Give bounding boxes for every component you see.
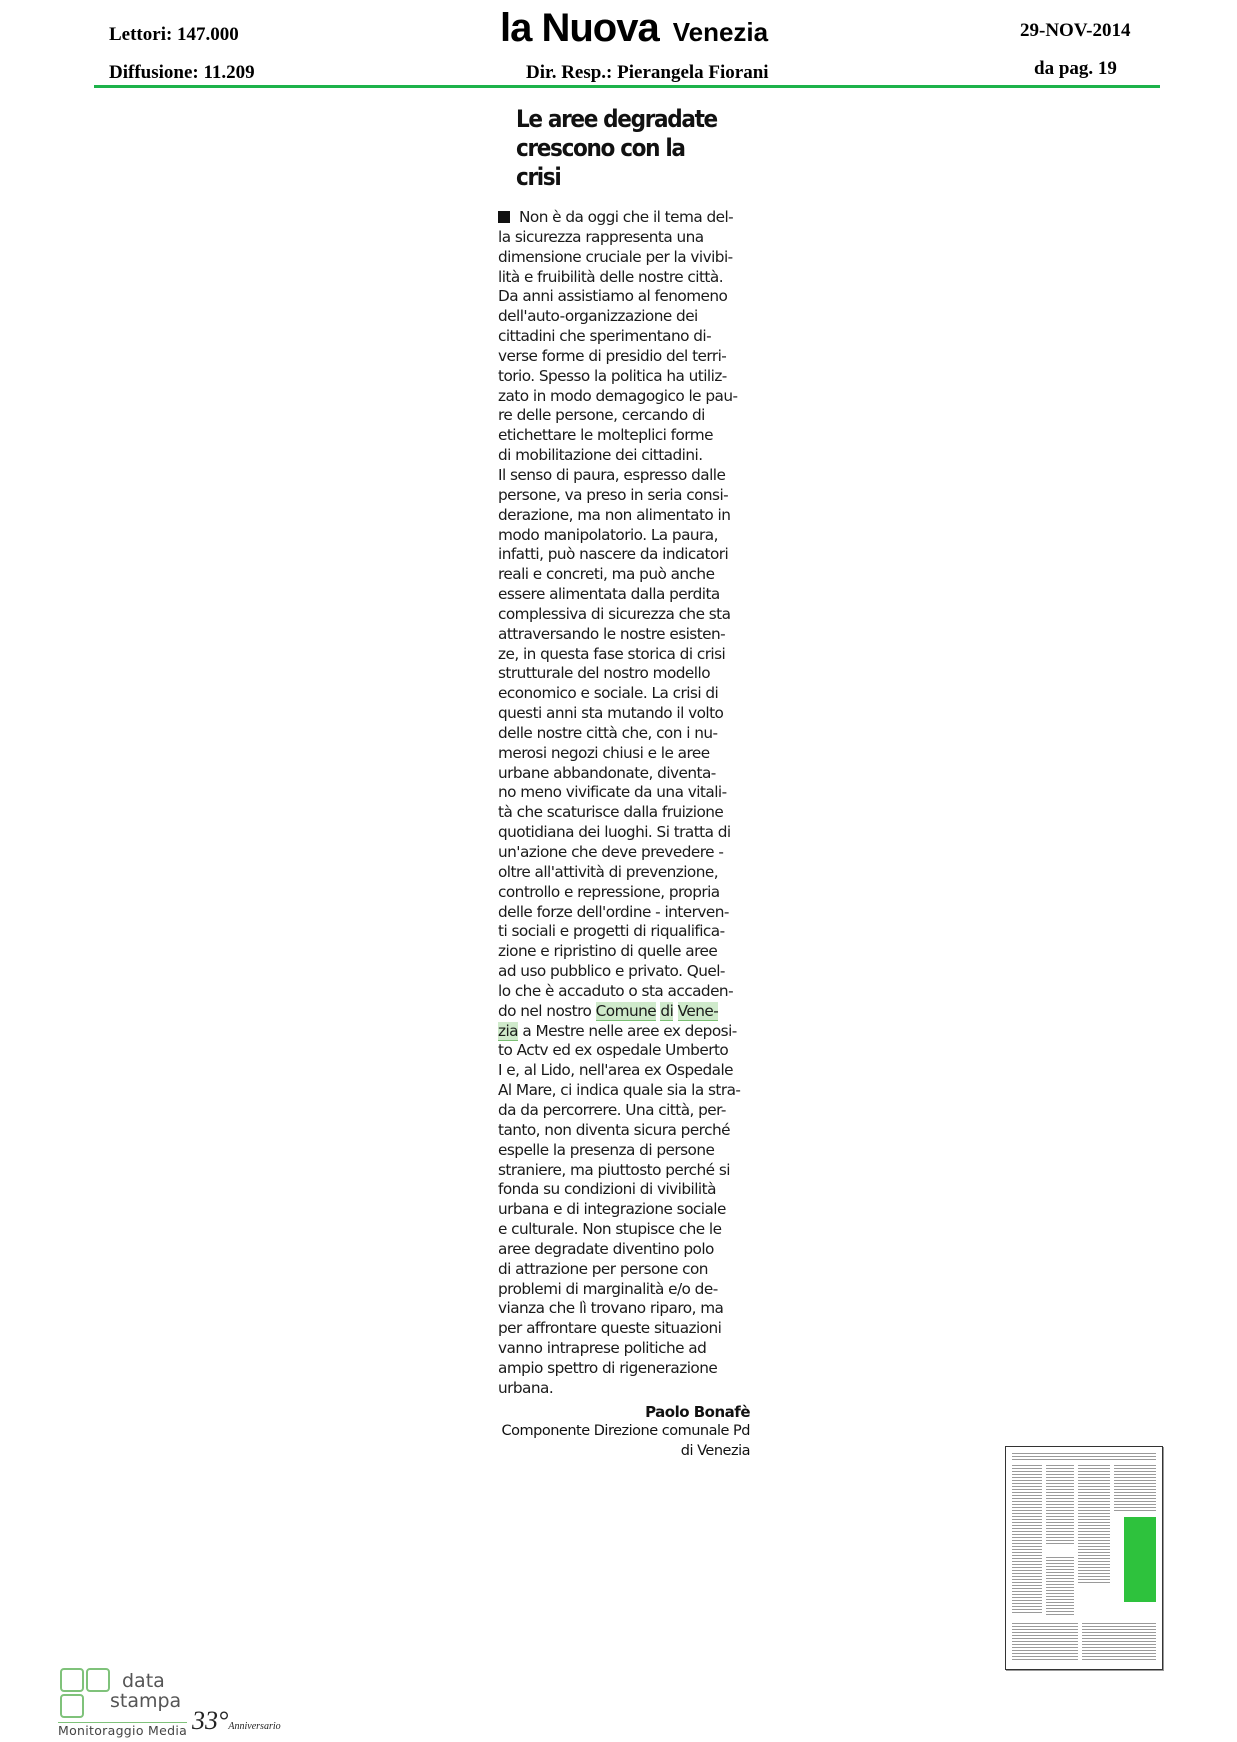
logo-square-icon — [60, 1694, 84, 1718]
article-line: modo manipolatorio. La paura, — [498, 525, 718, 544]
article-line: vianza che lì trovano riparo, ma — [498, 1299, 724, 1318]
newspaper-edition: Venezia — [672, 17, 769, 47]
director-credit: Dir. Resp.: Pierangela Fiorani — [526, 62, 769, 83]
article-line: dell'auto-organizzazione dei — [498, 307, 698, 326]
article-line: zato in modo demagogico le pau- — [498, 386, 738, 405]
article-line: di attrazione per persone con — [498, 1259, 708, 1278]
article-line: vanno intraprese politiche ad — [498, 1339, 707, 1358]
article-line: problemi di marginalità e/o de- — [498, 1279, 718, 1298]
article-line: to Actv ed ex ospedale Umberto — [498, 1041, 729, 1060]
thumbnail-highlight — [1124, 1517, 1156, 1602]
logo-square-icon — [86, 1668, 110, 1692]
thumbnail-column — [1114, 1465, 1156, 1513]
thumbnail-header — [1012, 1453, 1156, 1461]
article-line: urbana e di integrazione sociale — [498, 1200, 726, 1219]
article-line: questi anni sta mutando il volto — [498, 704, 724, 723]
article-author: Paolo Bonafè — [645, 1402, 750, 1421]
article-line: ti sociali e progetti di riqualifica- — [498, 922, 725, 941]
article-line: Non è da oggi che il tema del- — [498, 208, 750, 228]
newspaper-masthead — [500, 6, 768, 51]
article-line: dimensione cruciale per la vivibi- — [498, 247, 733, 266]
article-line: delle nostre città che, con i nu- — [498, 723, 718, 742]
article-line: per affrontare queste situazioni — [498, 1319, 722, 1338]
article-line: ze, in questa fase storica di crisi — [498, 644, 726, 663]
header-divider — [94, 85, 1160, 88]
highlighted-keyword: Comune — [595, 1001, 657, 1020]
article-line: lità e fruibilità delle nostre città. — [498, 267, 724, 286]
circulation-count: Diffusione: 11.209 — [109, 62, 255, 83]
article-line: etichettare le molteplici forme — [498, 426, 713, 445]
article-body — [498, 208, 750, 1399]
article-headline — [516, 105, 723, 192]
article-line: no meno vivificate da una vitali- — [498, 783, 727, 802]
article — [498, 105, 750, 1461]
headline-line: Le aree degradate — [516, 105, 717, 133]
author-role-line: di Venezia — [680, 1442, 750, 1459]
article-line: derazione, ma non alimentato in — [498, 505, 731, 524]
article-line: controllo e repressione, propria — [498, 882, 720, 901]
thumbnail-column — [1012, 1465, 1042, 1615]
article-line: delle forze dell'ordine - interven- — [498, 902, 729, 921]
article-line: tà che scaturisce dalla fruizione — [498, 803, 724, 822]
headline-line: crescono con la crisi — [516, 134, 685, 191]
article-line: la sicurezza rappresenta una — [498, 227, 704, 246]
article-line: ad uso pubblico e privato. Quel- — [498, 962, 725, 981]
article-line: attraversando le nostre esisten- — [498, 624, 726, 643]
thumbnail-column — [1078, 1465, 1110, 1585]
thumbnail-column — [1046, 1557, 1074, 1617]
article-line: urbane abbandonate, diventa- — [498, 763, 716, 782]
logo-anniversary: 33°Anniversario — [192, 1706, 281, 1735]
thumbnail-column — [1082, 1623, 1156, 1661]
logo-word: stampa — [110, 1690, 182, 1712]
article-line: fonda su condizioni di vivibilità — [498, 1180, 716, 1199]
article-line: un'azione che deve prevedere - — [498, 843, 724, 861]
publication-date: 29-NOV-2014 — [1020, 20, 1131, 41]
article-line: e culturale. Non stupisce che le — [498, 1220, 722, 1239]
article-line: zione e ripristino di quelle aree — [498, 942, 718, 961]
article-line: strutturale del nostro modello — [498, 664, 710, 683]
article-line: complessiva di sicurezza che sta — [498, 604, 731, 623]
article-line: re delle persone, cercando di — [498, 406, 705, 425]
article-line: di mobilitazione dei cittadini. — [498, 446, 703, 465]
paragraph-marker-icon — [498, 211, 510, 223]
article-line: ampio spettro di rigenerazione — [498, 1358, 718, 1377]
author-role — [498, 1421, 750, 1461]
logo-word: data — [122, 1670, 165, 1692]
article-line: quotidiana dei luoghi. Si tratta di — [498, 823, 731, 842]
author-role-line: Componente Direzione comunale Pd — [501, 1422, 750, 1439]
article-line: urbana. — [498, 1378, 554, 1397]
article-line: reali e concreti, ma può anche — [498, 565, 715, 584]
highlighted-keyword: zia — [498, 1021, 519, 1040]
article-line: infatti, può nascere da indicatori — [498, 545, 729, 564]
article-line: zia a Mestre nelle aree ex deposi- — [498, 1021, 737, 1040]
article-line: Il senso di paura, espresso dalle — [498, 465, 726, 484]
article-line: do nel nostro Comune di Vene- — [498, 1001, 719, 1020]
page-thumbnail — [1005, 1446, 1163, 1670]
logo-square-icon — [60, 1668, 84, 1692]
article-line: torio. Spesso la politica ha utiliz- — [498, 366, 727, 385]
highlighted-keyword: Vene- — [677, 1001, 719, 1020]
article-line: cittadini che sperimentano di- — [498, 327, 712, 346]
article-line: Da anni assistiamo al fenomeno — [498, 287, 728, 306]
article-line: espelle la presenza di persone — [498, 1140, 715, 1159]
article-line: essere alimentata dalla perdita — [498, 585, 720, 604]
article-line: oltre all'attività di prevenzione, — [498, 862, 719, 881]
readers-count: Lettori: 147.000 — [109, 24, 239, 45]
article-line: straniere, ma piuttosto perché si — [498, 1160, 730, 1179]
article-line: lo che è accaduto o sta accaden- — [498, 981, 734, 1000]
article-line: aree degradate diventino polo — [498, 1239, 714, 1258]
logo-tagline: Monitoraggio Media — [58, 1723, 188, 1738]
article-line: economico e sociale. La crisi di — [498, 684, 719, 703]
highlighted-keyword: di — [660, 1001, 674, 1020]
article-line: da da percorrere. Una città, per- — [498, 1100, 726, 1119]
thumbnail-column — [1046, 1465, 1074, 1545]
article-line: tanto, non diventa sicura perché — [498, 1120, 730, 1139]
datastampa-logo — [58, 1668, 298, 1738]
page-reference: da pag. 19 — [1034, 58, 1117, 79]
article-line: verse forme di presidio del terri- — [498, 346, 727, 365]
thumbnail-column — [1012, 1623, 1078, 1661]
article-line: merosi negozi chiusi e le aree — [498, 743, 710, 762]
newspaper-name: la Nuova — [500, 6, 659, 50]
article-line: I e, al Lido, nell'area ex Ospedale — [498, 1061, 734, 1080]
article-line: Al Mare, ci indica quale sia la stra- — [498, 1081, 741, 1100]
article-line: persone, va preso in seria consi- — [498, 485, 729, 504]
